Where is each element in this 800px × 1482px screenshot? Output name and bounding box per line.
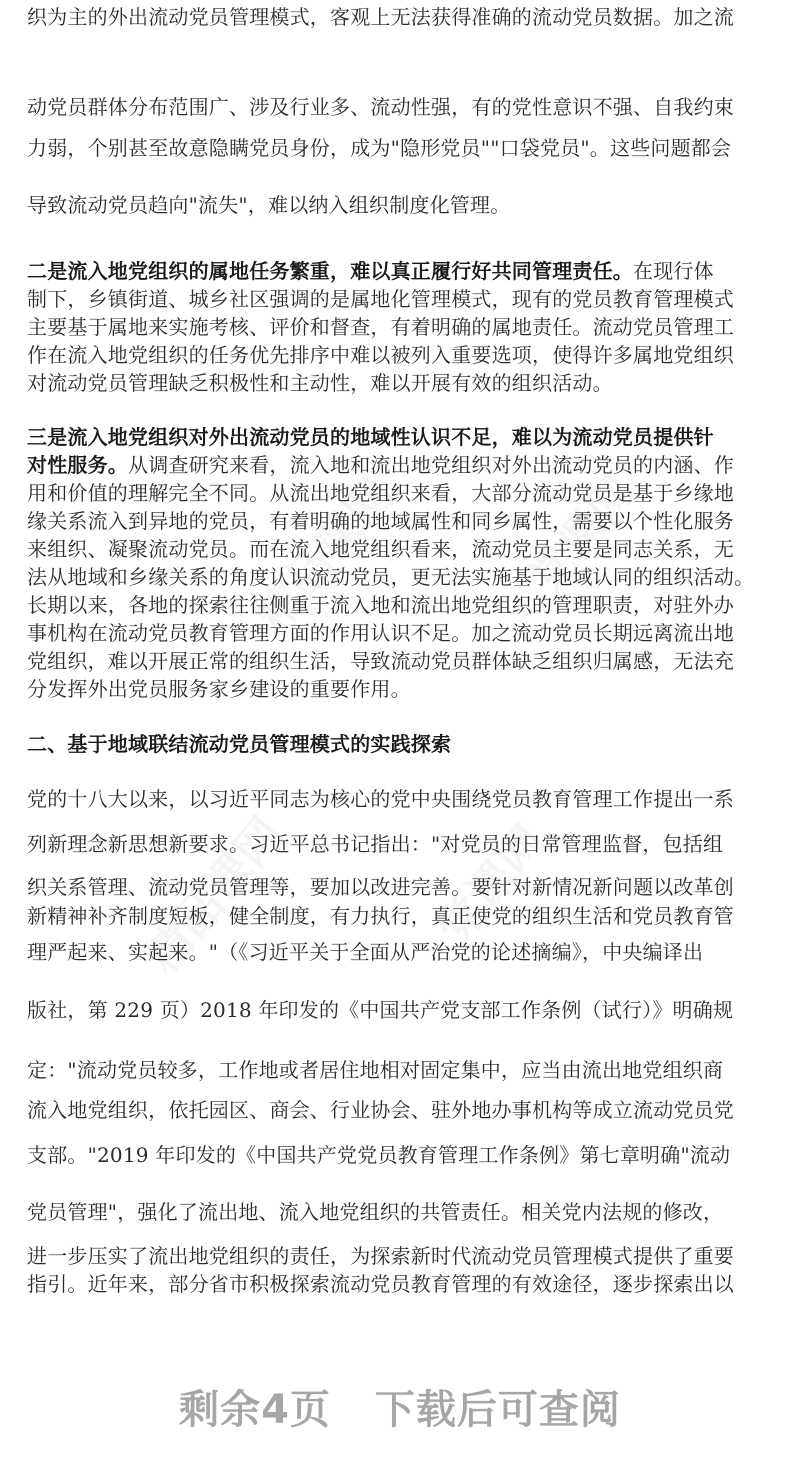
text-line: 指引。近年来，部分省市积极探索流动党员教育管理的有效途径，逐步探索出以 (27, 1272, 734, 1296)
paragraph-two-lead: 二是流入地党组织的属地任务繁重，难以真正履行好共同管理责任。 (27, 259, 633, 283)
text-line: 党员管理"，强化了流出地、流入地党组织的共管责任。相关党内法规的修改， (27, 1200, 724, 1224)
remaining-pages-label: 剩余4页 (179, 1387, 331, 1433)
text-line: 进一步压实了流出地党组织的责任，为探索新时代流动党员管理模式提供了重要 (27, 1244, 734, 1268)
download-prompt-label: 下载后可查阅 (374, 1387, 621, 1433)
text-line: 党的十八大以来，以习近平同志为核心的党中央围绕党员教育管理工作提出一系 (27, 787, 734, 811)
text-line: 来组织、凝聚流动党员。而在流入地党组织看来，流动党员主要是同志关系，无 (27, 537, 734, 561)
text-line: 支部。"2019 年印发的《中国共产党党员教育管理工作条例》第七章明确"流动 (27, 1143, 731, 1167)
text-line: 织为主的外出流动党员管理模式，客观上无法获得准确的流动党员数据。加之流 (27, 5, 734, 29)
text-line: 新精神补齐制度短板，健全制度，有力执行，真正使党的组织生活和党员教育管 (27, 904, 734, 928)
text-line: 分发挥外出党员服务家乡建设的重要作用。 (27, 677, 411, 701)
text-line: 对流动党员管理缺乏积极性和主动性，难以开展有效的组织活动。 (27, 371, 613, 395)
text-line: 列新理念新思想新要求。习近平总书记指出："对党员的日常管理监督，包括组 (27, 832, 724, 856)
text-line: 导致流动党员趋向"流失"，难以纳入组织制度化管理。 (27, 193, 511, 217)
text-line: 作在流入地党组织的任务优先排序中难以被列入重要选项，使得许多属地党组织 (27, 343, 734, 367)
text-line: 理严起来、实起来。"（《习近平关于全面从严治党的论述摘编》，中央编译出 (27, 940, 704, 964)
text-line: 动党员群体分布范围广、涉及行业多、流动性强，有的党性意识不强、自我约束 (27, 95, 734, 119)
text-line: 力弱，个别甚至故意隐瞒党员身份，成为"隐形党员""口袋党员"。这些问题都会 (27, 136, 732, 160)
text-line: 制下，乡镇街道、城乡社区强调的是属地化管理模式，现有的党员教育管理模式 (27, 287, 734, 311)
text-line: 织关系管理、流动党员管理等，要加以改进完善。要针对新情况新问题以改革创 (27, 875, 734, 899)
text-line: 党组织，难以开展正常的组织生活，导致流动党员群体缺乏组织归属感，无法充 (27, 649, 734, 673)
paragraph-two-first-line (27, 257, 777, 285)
remaining-pages-banner[interactable] (0, 1378, 800, 1435)
paragraph-three-lead-end: 对性服务。 (27, 453, 128, 477)
section-heading: 二、基于地域联结流动党员管理模式的实践探索 (27, 732, 452, 756)
paragraph-three-lead: 三是流入地党组织对外出流动党员的地域性认识不足，难以为流动党员提供针 (27, 425, 714, 449)
text-line: 法从地域和乡缘关系的角度认识流动党员，更无法实施基于地域认同的组织活动。 (27, 565, 755, 589)
text-line: 定："流动党员较多，工作地或者居住地相对固定集中，应当由流出地党组织商 (27, 1058, 724, 1082)
text-line: 缘关系流入到异地的党员，有着明确的地域属性和同乡属性，需要以个性化服务 (27, 509, 734, 533)
paragraph-two-text: 在现行体 (633, 259, 714, 283)
text-line: 版社，第 229 页）2018 年印发的《中国共产党支部工作条例（试行）》明确规 (27, 998, 734, 1022)
text-line: 长期以来，各地的探索往往侧重于流入地和流出地党组织的管理职责，对驻外办 (27, 593, 734, 617)
text-line: 主要基于属地来实施考核、评价和督查，有着明确的属地责任。流动党员管理工 (27, 315, 734, 339)
paragraph-three-second-line (27, 451, 777, 479)
paragraph-three-text: 从调查研究来看，流入地和流出地党组织对外出流动党员的内涵、作 (128, 453, 734, 477)
text-line: 用和价值的理解完全不同。从流出地党组织来看，大部分流动党员是基于乡缘地 (27, 481, 734, 505)
text-line: 流入地党组织，依托园区、商会、行业协会、驻外地办事机构等成立流动党员党 (27, 1098, 734, 1122)
text-line: 事机构在流动党员教育管理方面的作用认识不足。加之流动党员长期远离流出地 (27, 621, 734, 645)
